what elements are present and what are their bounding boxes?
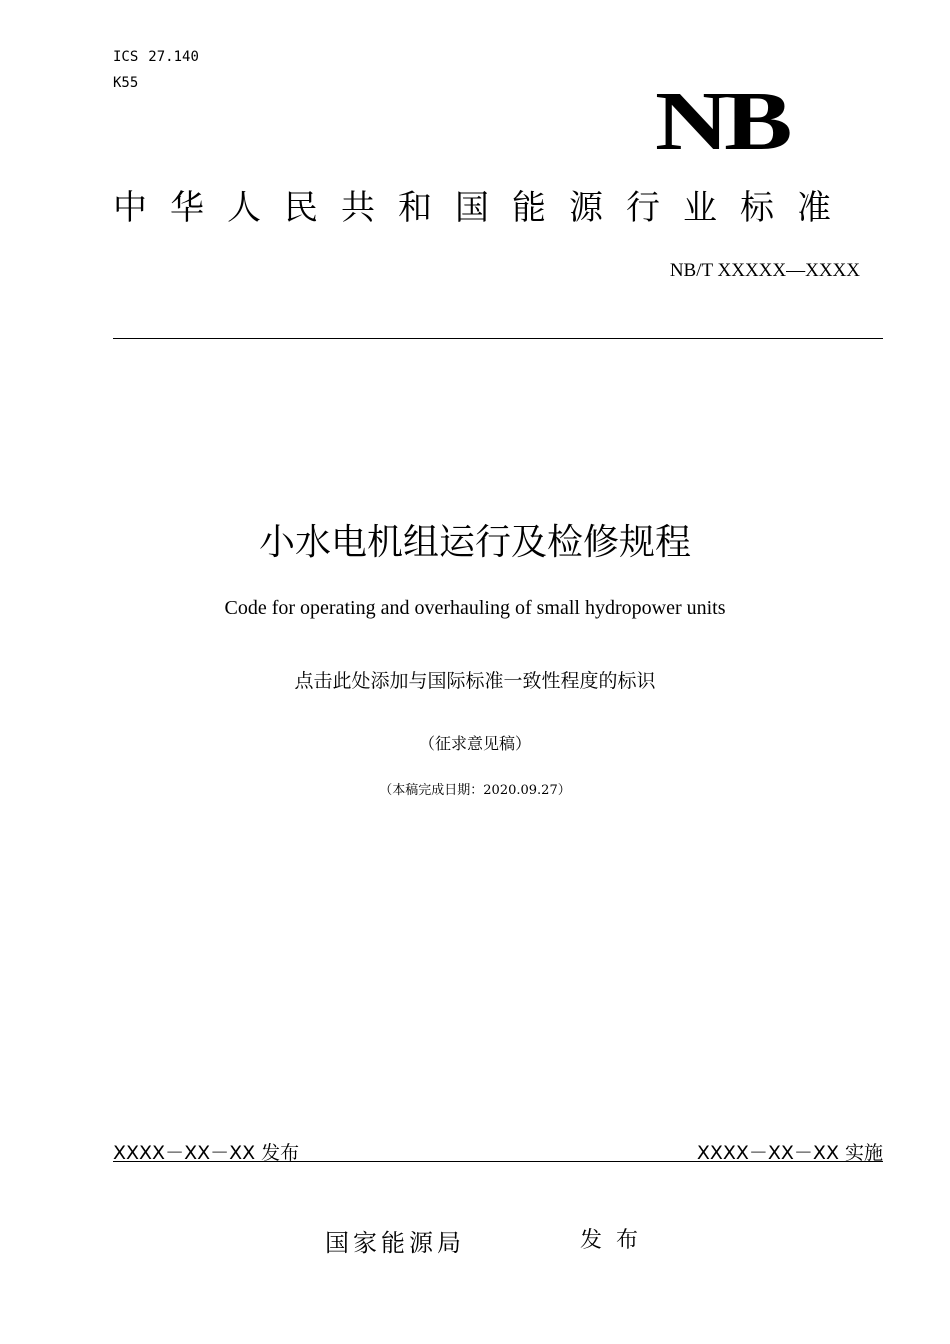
completion-date: （本稿完成日期：2020.09.27） [379,783,571,798]
implementation-date: XXXX－XX－XX 实施 [696,1142,883,1164]
standard-number: NB/T XXXXX—XXXX [669,260,860,281]
issue-label: 发布 [580,1228,653,1253]
ccs-code: K55 [113,75,139,91]
nb-logo: NB [655,75,788,168]
issuing-authority: 国家能源局 [325,1229,465,1257]
document-title-english: Code for operating and overhauling of small hydropower units [224,597,726,619]
document-title-chinese: 小水电机组运行及检修规程 [258,522,691,563]
ics-classification [113,49,199,65]
bottom-divider [113,1161,883,1162]
ics-label: ICS [113,49,139,65]
consistency-placeholder[interactable]: 点击此处添加与国际标准一致性程度的标识 [294,670,656,692]
draft-label: （征求意见稿） [418,734,531,753]
publish-date: XXXX－XX－XX 发布 [113,1142,300,1164]
industry-standard-title: 中华人民共和国能源行业标准 [113,188,854,228]
ics-code: 27.140 [148,49,199,65]
top-divider [113,338,883,339]
